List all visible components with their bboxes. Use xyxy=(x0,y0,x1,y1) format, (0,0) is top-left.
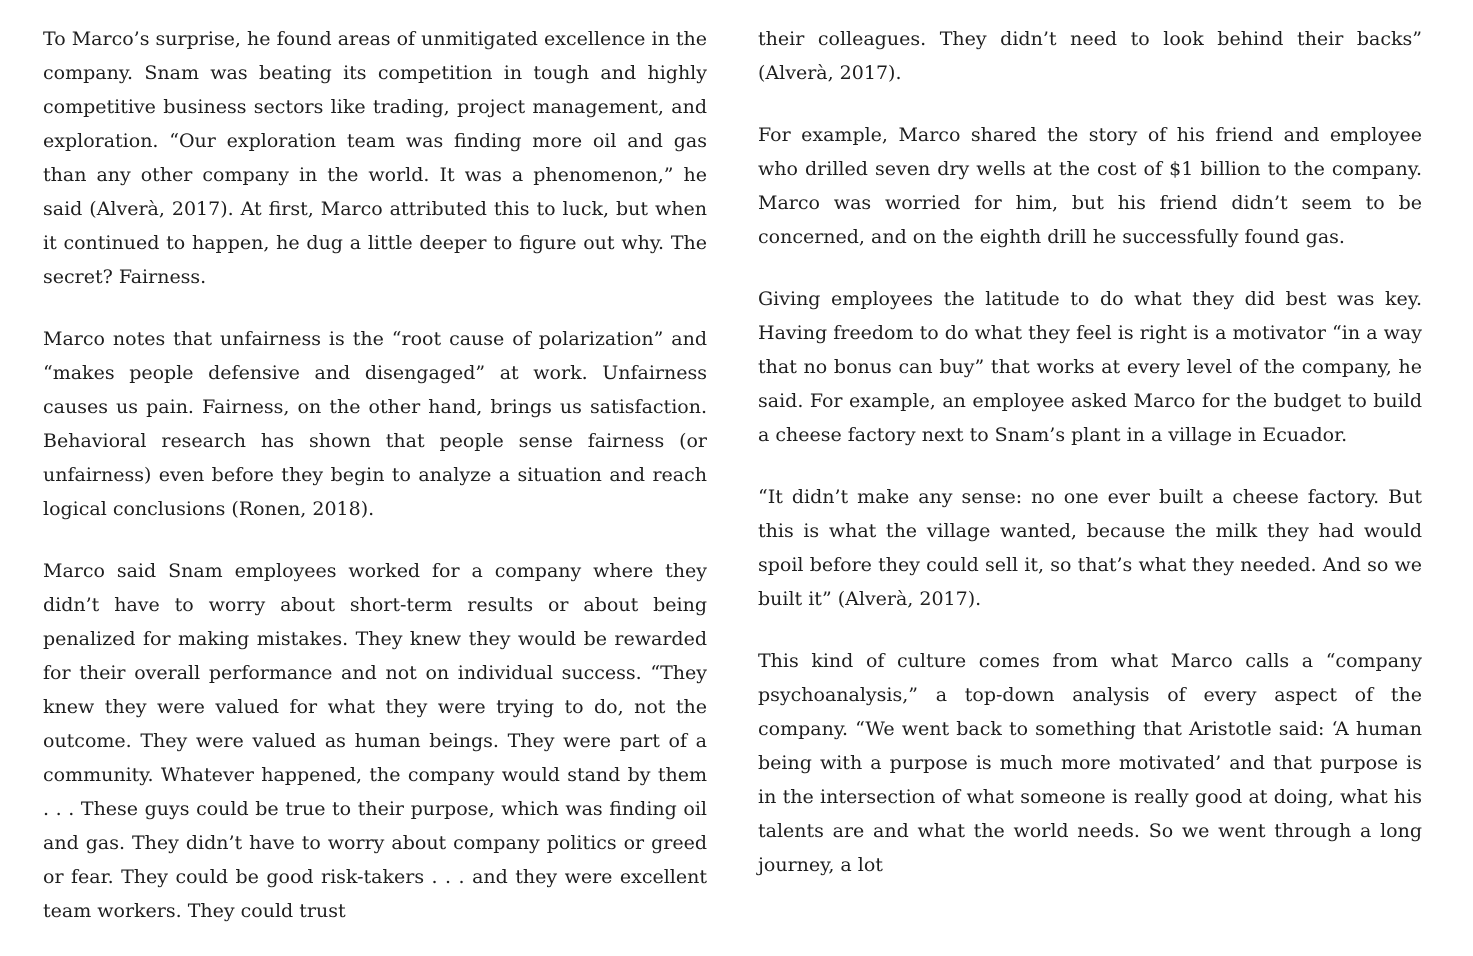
right-column xyxy=(758,22,1422,910)
paragraph-unfairness: Marco notes that unfairness is the “root cause of polarization” and “makes people defensive and disengaged” at work. Unfairness causes us pain. Fairness, on the other hand, brings us satisfaction. Behavioral research has shown that people sense fairness (or unfairness) even before they begin to analyze a situation and reach logical conclusions (Ronen, 2018). xyxy=(43,328,707,520)
paragraph-latitude: Giving employees the latitude to do what they did best was key. Having freedom to do what they feel is right is a motivator “in a way that no bonus can buy” that works at every level of the company, he said. For example, an employee asked Marco for the budget to build a cheese factory next to Snam’s plant in a village in Ecuador. xyxy=(758,288,1422,446)
paragraph-colleagues: their colleagues. They didn’t need to look behind their backs” (Alverà, 2017). xyxy=(758,28,1422,84)
left-column xyxy=(43,22,707,956)
paragraph-snam-employees: Marco said Snam employees worked for a company where they didn’t have to worry about short-term results or about being penalized for making mistakes. They knew they would be rewarded for their overall performance and not on individual success. “They knew they were valued for what they were trying to do, not the outcome. They were valued as human beings. They were part of a community. Whatever happened, the company would stand by them . . . These guys could be true to their purpose, which was finding oil and gas. They didn’t have to worry about company politics or greed or fear. They could be good risk-takers . . . and they were excellent team workers. They could trust xyxy=(43,560,707,922)
paragraph-dry-wells: For example, Marco shared the story of his friend and employee who drilled seven dry wells at the cost of $1 billion to the company. Marco was worried for him, but his friend didn’t seem to be concerned, and on the eighth drill he successfully found gas. xyxy=(758,124,1422,248)
paragraph-cheese-factory: “It didn’t make any sense: no one ever built a cheese factory. But this is what the village wanted, because the milk they had would spoil before they could sell it, so that’s what they needed. And so we built it” (Alverà, 2017). xyxy=(758,486,1422,610)
paragraph-company-psychoanalysis: This kind of culture comes from what Marco calls a “company psychoanalysis,” a top-down analysis of every aspect of the company. “We went back to something that Aristotle said: ‘A human being with a purpose is much more motivated’ and that purpose is in the intersection of what someone is really good at doing, what his talents are and what the world needs. So we went through a long journey, a lot xyxy=(758,650,1422,876)
paragraph-marcos-surprise: To Marco’s surprise, he found areas of unmitigated excellence in the company. Snam was beating its competition in tough and highly competitive business sectors like trading, project management, and exploration. “Our exploration team was finding more oil and gas than any other company in the world. It was a phenomenon,” he said (Alverà, 2017). At first, Marco attributed this to luck, but when it continued to happen, he dug a little deeper to figure out why. The secret? Fairness. xyxy=(43,28,707,288)
